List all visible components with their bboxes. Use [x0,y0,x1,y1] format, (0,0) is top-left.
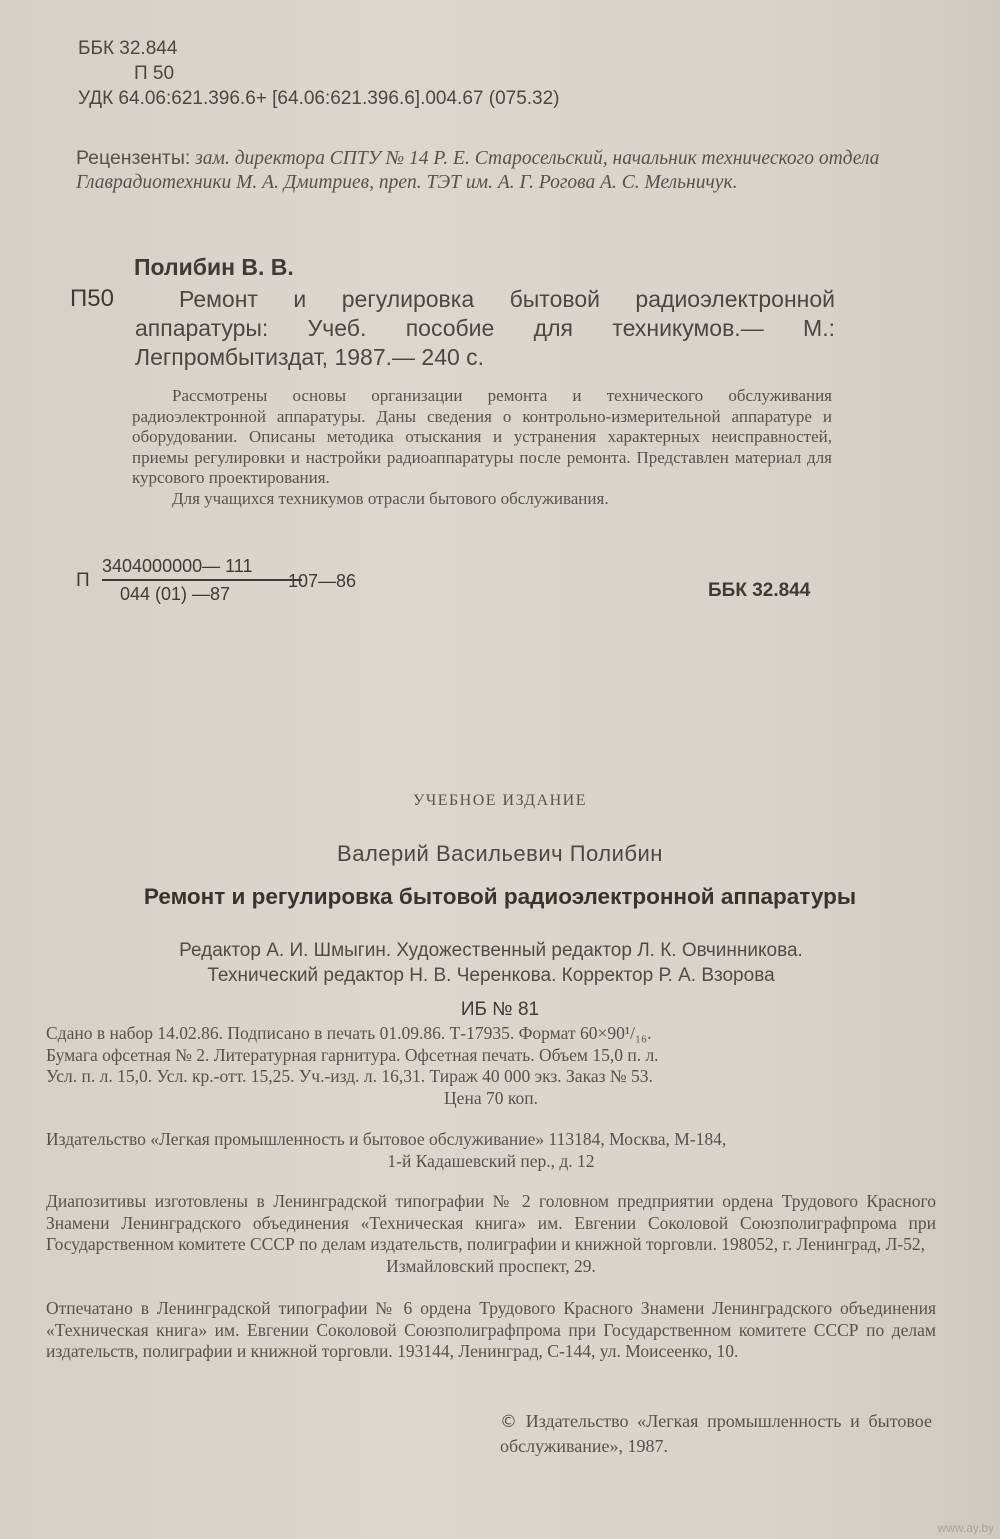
editors-line: Редактор А. И. Шмыгин. Художественный редактор Л. К. Овчинникова. [179,940,803,961]
book-title: Ремонт и регулировка бытовой радиоэлектронной аппаратуры [143,884,857,909]
price: Цена 70 коп. [444,1087,538,1108]
editors [46,938,936,988]
watermark: www.ay.by [937,1521,994,1535]
copyright-icon: © [500,1412,517,1432]
diapositives-info [46,1191,936,1277]
bbk-code-right: ББК 32.844 [708,580,811,601]
annotation-audience: Для учащихся техникумов отрасли бытового обслуживания. [172,488,609,508]
annotation-paragraph: Рассмотрены основы организации ремонта и технического обслуживания радиоэлектронной аппаратуры. Даны сведения о контрольно-измерительной аппаратуре и оборудовании. Описаны методика отыскания и устранения характерных неисправностей, приемы регулировки и настройки радиоаппаратуры после ремонта. Представлен материал для курсового проектирования. [132,386,832,487]
printing-house-info: Отпечатано в Ленинградской типографии № 6 ордена Трудового Красного Знамени Ленинградского объединения «Техническая книга» им. Евгении Соколовой Союзполиграфпрома при Государственном комитете СССР по делам издательств, полиграфии и книжной торговли. 193144, Ленинград, С-144, ул. Моисеенко, 10. [46,1298,936,1361]
edition-type: УЧЕБНОЕ ИЗДАНИЕ [412,792,587,809]
udk-code: УДК 64.06:621.396.6+ [64.06:621.396.6].004.67 (075.32) [78,88,560,109]
reviewers [76,146,936,195]
editors-line: Технический редактор Н. В. Черенкова. Корректор Р. А. Взорова [207,965,775,986]
print-line: Бумага офсетная № 2. Литературная гарнитура. Офсетная печать. Объем 15,0 п. л. [46,1044,659,1065]
diapositives-address: Измайловский проспект, 29. [386,1255,596,1276]
annotation [132,386,832,509]
copyright-text: Издательство «Легкая промышленность и бытовое обслуживание», 1987. [500,1411,932,1456]
publisher-info [46,1129,936,1172]
copyright [500,1409,932,1458]
fraction-letter: П [76,570,90,591]
fraction-numerator: 3404000000— 111 [102,556,302,581]
catalog-code: П50 [70,285,114,312]
publisher-address: 1-й Кадашевский пер., д. 12 [387,1150,595,1171]
fraction-tail: 107—86 [288,571,357,591]
index-code: П 50 [134,63,175,84]
author-full-name: Валерий Васильевич Полибин [337,841,663,866]
print-line: Усл. п. л. 15,0. Усл. кр.-отт. 15,25. Уч.-изд. л. 16,31. Тираж 40 000 экз. Заказ № 53. [46,1066,653,1086]
reviewers-label: Рецензенты: [76,147,191,169]
ib-number: ИБ № 81 [460,999,540,1020]
fraction-denominator: 044 (01) —87 [120,584,231,604]
bibliographic-description: Ремонт и регулировка бытовой радиоэлектронной аппаратуры: Учеб. пособие для техникумов.— М.: Легпромбытиздат, 1987.— 240 с. [135,286,835,370]
bbk-code: ББК 32.844 [78,38,178,59]
diapositives-text: Диапозитивы изготовлены в Ленинградской типографии № 2 головном предприятии ордена Трудового Красного Знамени Ленинградского объединения «Техническая книга» им. Евгении Соколовой Союзполиграфпрома при Государственном комитете СССР по делам издательств, полиграфии и книжной торговли. 198052, г. Ленинград, Л-52, [46,1191,936,1254]
print-details [46,1023,936,1109]
classification-codes [78,36,560,111]
author-heading: Полибин В. В. [134,254,294,280]
print-line: Сдано в набор 14.02.86. Подписано в печать 01.09.86. Т-17935. Формат 60×90¹/₁₆. [46,1023,652,1043]
publisher-line: Издательство «Легкая промышленность и бытовое обслуживание» 113184, Москва, М-184, [46,1129,727,1149]
reviewers-text: зам. директора СПТУ № 14 Р. Е. Старосельский, начальник технического отдела Главрадиотехники М. А. Дмитриев, преп. ТЭТ им. А. Г. Рогова А. С. Мельничук. [76,148,880,193]
